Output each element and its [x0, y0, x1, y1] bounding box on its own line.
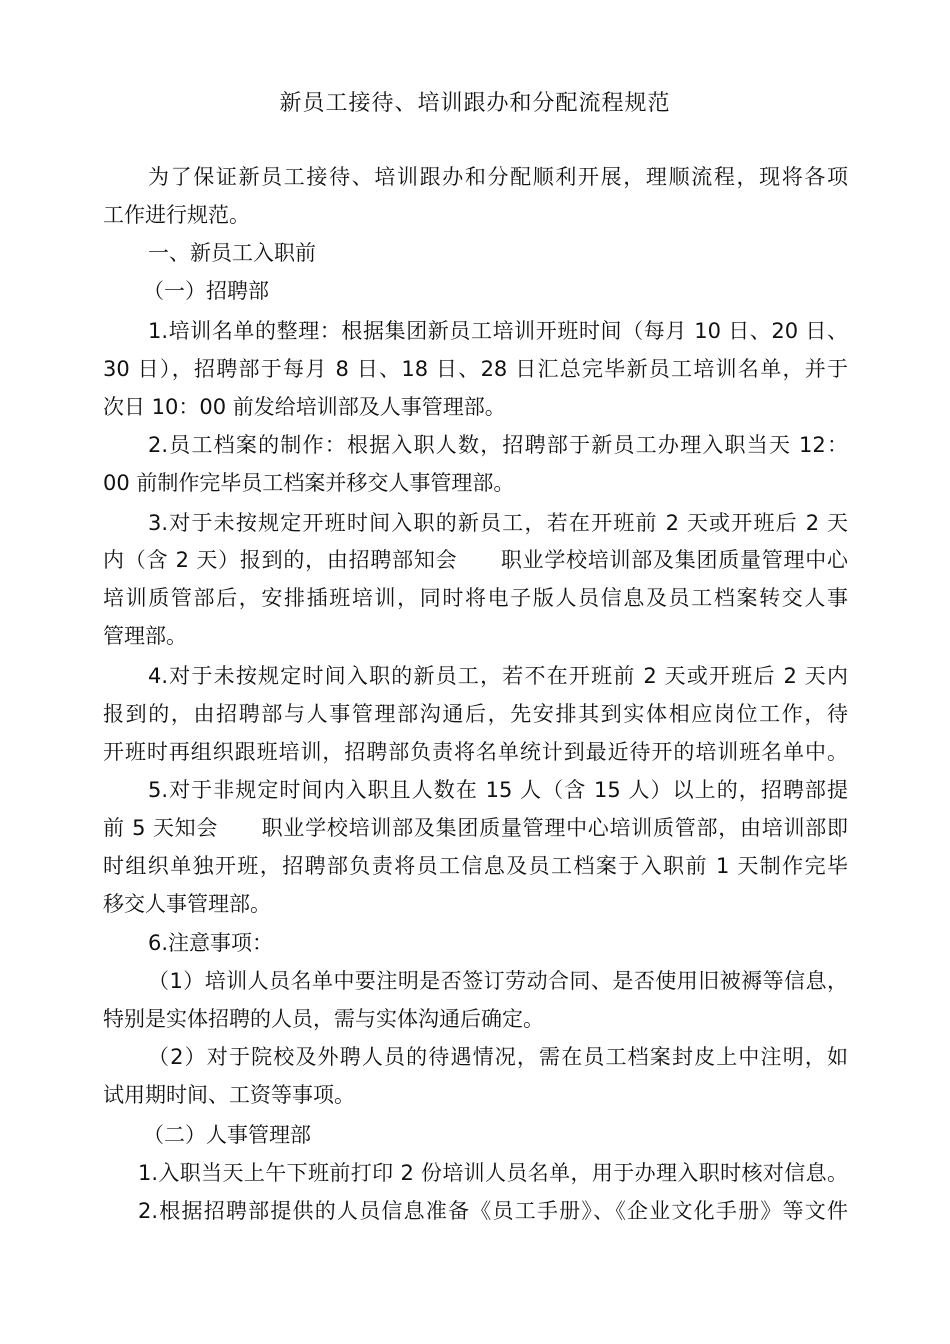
- paragraph-line: 为了保证新员工接待、培训跟办和分配顺利开展，理顺流程，现将各项: [148, 165, 848, 189]
- paragraph-line: 4.对于未按规定时间入职的新员工，若不在开班前 2 天或开班后 2 天内: [148, 664, 848, 688]
- paragraph-line: 移交人事管理部。: [103, 892, 271, 916]
- paragraph-line: 1.入职当天上午下班前打印 2 份培训人员名单，用于办理入职时核对信息。: [138, 1161, 848, 1185]
- subsection-heading: （一）招聘部: [143, 279, 269, 303]
- paragraph-line: 时组织单独开班，招聘部负责将员工信息及员工档案于入职前 1 天制作完毕: [103, 854, 848, 878]
- paragraph-line: 管理部。: [103, 624, 187, 648]
- paragraph-line: 3.对于未按规定开班时间入职的新员工，若在开班前 2 天或开班后 2 天: [148, 511, 848, 535]
- paragraph-line: 6.注意事项：: [148, 931, 274, 955]
- paragraph-line: （2）对于院校及外聘人员的待遇情况，需在员工档案封皮上中注明，如: [148, 1045, 848, 1069]
- paragraph-line: 特别是实体招聘的人员，需与实体沟通后确定。: [103, 1007, 544, 1031]
- paragraph-line: 报到的，由招聘部与人事管理部沟通后，先安排其到实体相应岗位工作，待: [103, 702, 848, 726]
- paragraph-line: 培训质管部后，安排插班培训，同时将电子版人员信息及员工档案转交人事: [103, 586, 848, 610]
- document-title: 新员工接待、培训跟办和分配流程规范: [279, 91, 671, 116]
- paragraph-line: 次日 10：00 前发给培训部及人事管理部。: [103, 395, 506, 419]
- paragraph-line: 00 前制作完毕员工档案并移交人事管理部。: [103, 471, 515, 495]
- paragraph-line: 工作进行规范。: [103, 203, 250, 227]
- paragraph-line: （1）培训人员名单中要注明是否签订劳动合同、是否使用旧被褥等信息，: [148, 969, 848, 993]
- paragraph-line: 30 日），招聘部于每月 8 日、18 日、28 日汇总完毕新员工培训名单，并于: [103, 357, 848, 381]
- section-heading: 一、新员工入职前: [148, 241, 316, 265]
- paragraph-line: 1.培训名单的整理：根据集团新员工培训开班时间（每月 10 日、20 日、: [148, 319, 848, 343]
- paragraph-line: 内（含 2 天）报到的，由招聘部知会 职业学校培训部及集团质量管理中心: [103, 548, 848, 572]
- paragraph-line: 前 5 天知会 职业学校培训部及集团质量管理中心培训质管部，由培训部即: [103, 816, 848, 840]
- paragraph-line: 5.对于非规定时间内入职且人数在 15 人（含 15 人）以上的，招聘部提: [148, 778, 848, 802]
- paragraph-line: 试用期时间、工资等事项。: [103, 1083, 355, 1107]
- subsection-heading: （二）人事管理部: [143, 1123, 311, 1147]
- paragraph-line: 2.根据招聘部提供的人员信息准备《员工手册》、《企业文化手册》等文件: [138, 1199, 848, 1223]
- paragraph-line: 开班时再组织跟班培训，招聘部负责将名单统计到最近待开的培训班名单中。: [103, 740, 848, 764]
- paragraph-line: 2.员工档案的制作：根据入职人数，招聘部于新员工办理入职当天 12：: [148, 433, 848, 457]
